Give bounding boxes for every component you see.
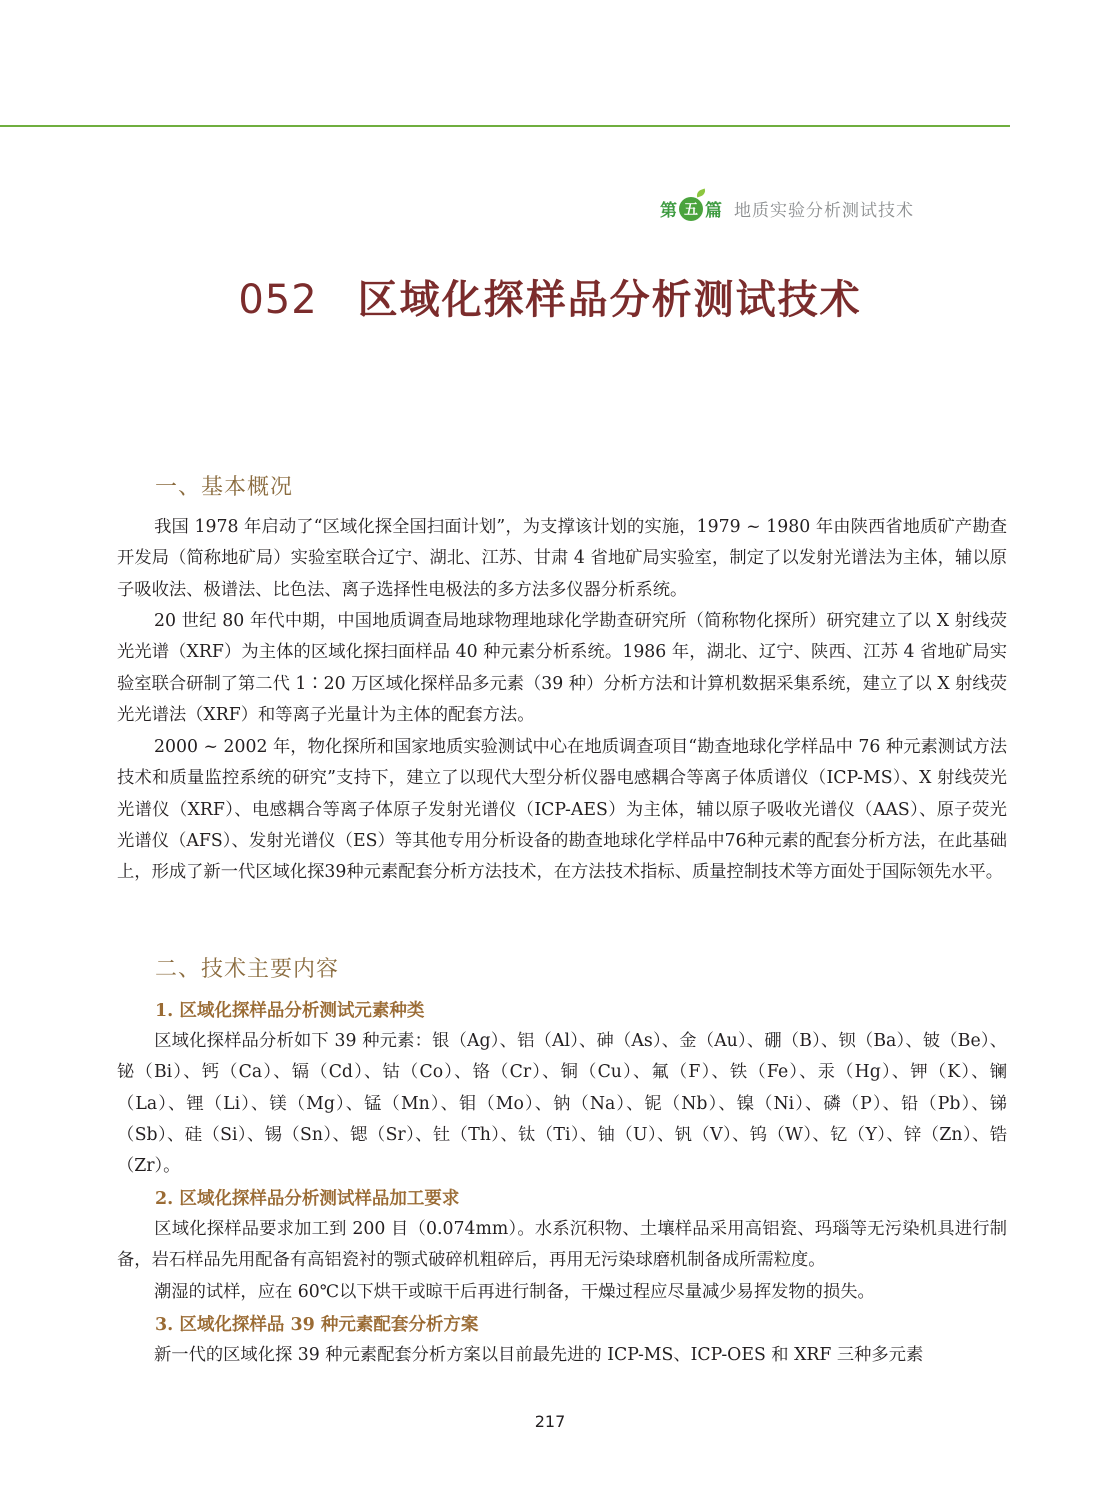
header-rule (0, 125, 1010, 127)
sub-heading-elements: 1. 区域化探样品分析测试元素种类 (155, 1001, 425, 1021)
sub-heading-processing: 2. 区域化探样品分析测试样品加工要求 (155, 1189, 460, 1209)
chapter-title (0, 268, 1100, 325)
paragraph: 潮湿的试样，应在 60℃以下烘干或晾干后再进行制备，干燥过程应尽量减少易挥发物的损失。 (154, 1282, 875, 1302)
paragraph: 2000 ~ 2002 年，物化探所和国家地质实验测试中心在地质调查项目“勘查地球化学样品中 76 种元素测试方法技术和质量监控系统的研究”支持下，建立了以现代大型分析仪器电感耦合等离子体质谱仪（ICP-MS）、X 射线荧光光谱仪（XRF）、电感耦合等离子体原子发射光谱仪（ICP-AES）为主体，辅以原子吸收光谱仪（AAS）、原子荧光光谱仪（AFS）、发射光谱仪（ES）等其他专用分析设备的勘查地球化学样品中76种元素的配套分析方法，在此基础上，形成了新一代区域化探39种元素配套分析方法技术，在方法技术指标、质量控制技术等方面处于国际领先水平。 (117, 737, 1007, 883)
page-number: 217 (534, 1412, 566, 1431)
paragraph: 区域化探样品分析如下 39 种元素：银（Ag）、铝（Al）、砷（As）、金（Au）、硼（B）、钡（Ba）、铍（Be）、铋（Bi）、钙（Ca）、镉（Cd）、钴（Co）、铬（Cr）、铜（Cu）、氟（F）、铁（Fe）、汞（Hg）、钾（K）、镧（La）、锂（Li）、镁（Mg）、锰（Mn）、钼（Mo）、钠（Na）、铌（Nb）、镍（Ni）、磷（P）、铅（Pb）、锑（Sb）、硅（Si）、锡（Sn）、锶（Sr）、钍（Th）、钛（Ti）、铀（U）、钒（V）、钨（W）、钇（Y）、锌（Zn）、锆（Zr）。 (117, 1031, 1007, 1177)
sub-heading-scheme: 3. 区域化探样品 39 种元素配套分析方案 (155, 1315, 479, 1335)
running-header (0, 96, 1010, 221)
chapter-number: 052 (238, 277, 318, 323)
paragraph: 我国 1978 年启动了“区域化探全国扫面计划”，为支撑该计划的实施，1979 ~ 1980 年由陕西省地质矿产勘查开发局（简称地矿局）实验室联合辽宁、湖北、江苏、甘肃 4 省地矿局实验室，制定了以发射光谱法为主体，辅以原子吸收法、极谱法、比色法、离子选择性电极法的多方法多仪器分析系统。 (117, 517, 1007, 600)
part-name: 地质实验分析测试技术 (734, 201, 914, 221)
paragraph: 新一代的区域化探 39 种元素配套分析方案以目前最先进的 ICP-MS、ICP-OES 和 XRF 三种多元素 (154, 1345, 924, 1365)
chapter-name: 区域化探样品分析测试技术 (357, 277, 862, 323)
paragraph: 区域化探样品要求加工到 200 目（0.074mm）。水系沉积物、土壤样品采用高铝瓷、玛瑙等无污染机具进行制备，岩石样品先用配备有高铝瓷衬的颚式破碎机粗碎后，再用无污染球磨机制备成所需粒度。 (117, 1219, 1007, 1271)
part-label-prefix: 第 (660, 201, 677, 221)
part-title (660, 196, 914, 221)
part-label-suffix: 篇 (705, 201, 722, 221)
section-heading-content: 二、技术主要内容 (155, 957, 340, 982)
paragraph: 20 世纪 80 年代中期，中国地质调查局地球物理地球化学勘查研究所（简称物化探所）研究建立了以 X 射线荧光光谱（XRF）为主体的区域化探扫面样品 40 种元素分析系统。1986 年，湖北、辽宁、陕西、江苏 4 省地矿局实验室联合研制了第二代 1∶20 万区域化探样品多元素（39 种）分析方法和计算机数据采集系统，建立了以 X 射线荧光光谱法（XRF）和等离子光量计为主体的配套方法。 (117, 611, 1007, 725)
part-number: 五 (684, 201, 698, 218)
section-heading-overview: 一、基本概况 (155, 475, 294, 500)
part-number-badge (679, 197, 703, 221)
